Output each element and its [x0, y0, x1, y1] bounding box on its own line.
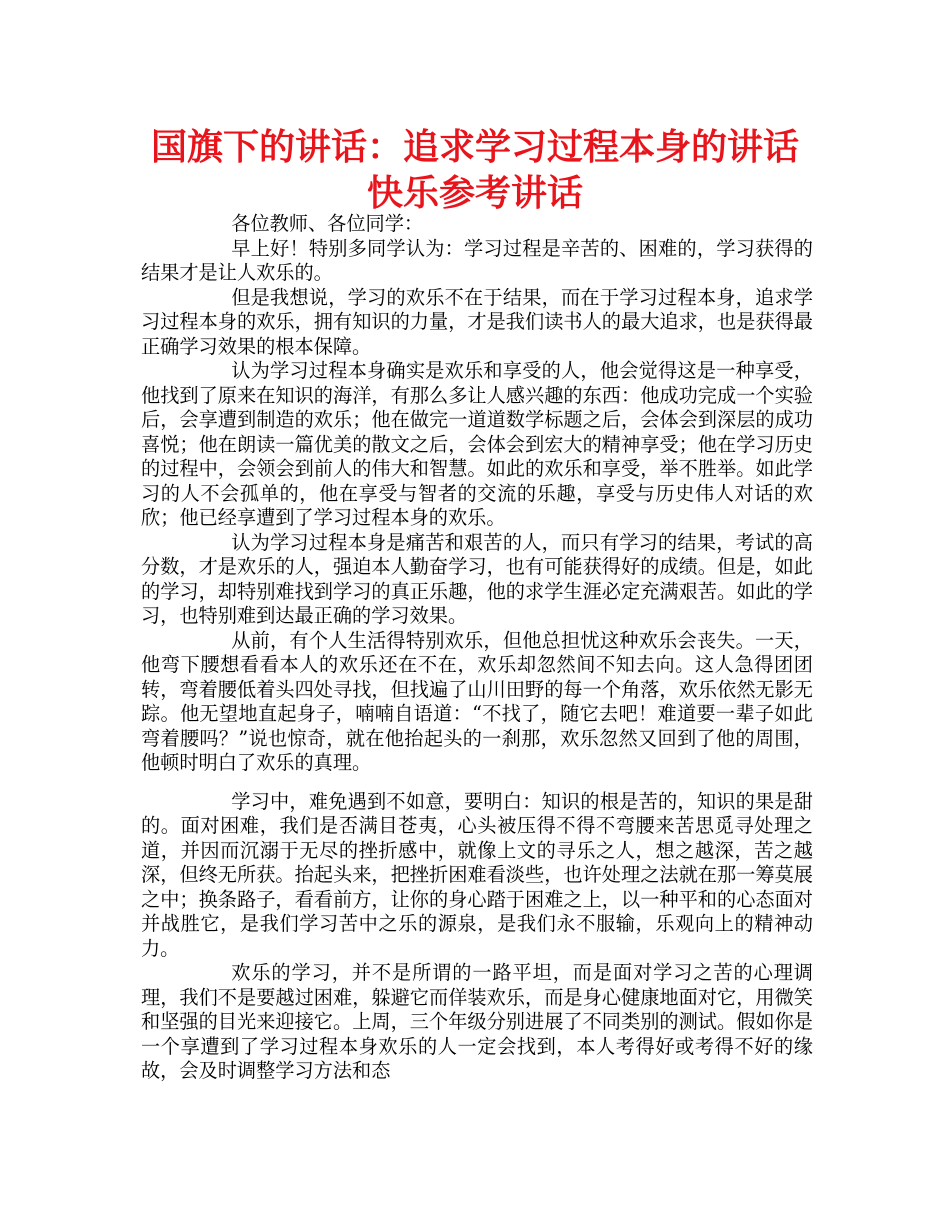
paragraph-greeting: 早上好！特别多同学认为：学习过程是辛苦的、困难的，学习获得的结果才是让人欢乐的。	[141, 236, 813, 284]
paragraph: 学习中，难免遇到不如意，要明白：知识的根是苦的，知识的果是甜的。面对困难，我们是否满目苍夷，心头被压得不得不弯腰来苦思觅寻处理之道，并因而沉溺于无尽的挫折感中，就像上文的寻乐之人，想之越深，苦之越深，但终无所获。抬起头来，把挫折困难看淡些，也许处理之法就在那一筹莫展之中；换条路子，看看前方，让你的身心踏于困难之上，以一种平和的心态面对并战胜它，是我们学习苦中之乐的源泉，是我们永不服输，乐观向上的精神动力。	[141, 789, 813, 960]
paragraph: 认为学习过程本身确实是欢乐和享受的人，他会觉得这是一种享受，他找到了原来在知识的海洋，有那么多让人感兴趣的东西：他成功完成一个实验后，会享遭到制造的欢乐；他在做完一道道数学标题之后，会体会到深层的成功喜悦；他在朗读一篇优美的散文之后，会体会到宏大的精神享受；他在学习历史的过程中，会领会到前人的伟大和智慧。如此的欢乐和享受，举不胜举。如此学习的人不会孤单的，他在享受与智者的交流的乐趣，享受与历史伟人对话的欢欣；他已经享遭到了学习过程本身的欢乐。	[141, 359, 813, 529]
paragraph: 欢乐的学习，并不是所谓的一路平坦，而是面对学习之苦的心理调理，我们不是要越过困难，躲避它而佯装欢乐，而是身心健康地面对它，用微笑和坚强的目光来迎接它。上周，三个年级分别进展了不同类别的测试。假如你是一个享遭到了学习过程本身欢乐的人一定会找到，本人考得好或考得不好的缘故，会及时调整学习方法和态	[141, 961, 813, 1082]
document-body	[141, 212, 813, 1084]
document-title-line-1: 国旗下的讲话：追求学习过程本身的讲话	[150, 127, 799, 168]
paragraph-salutation: 各位教师、各位同学：	[231, 212, 424, 235]
paragraph: 但是我想说，学习的欢乐不在于结果，而在于学习过程本身，追求学习过程本身的欢乐，拥有知识的力量，才是我们读书人的最大追求，也是获得最正确学习效果的根本保障。	[141, 285, 813, 358]
paragraph-story: 从前，有个人生活得特别欢乐，但他总担忧这种欢乐会丧失。一天，他弯下腰想看看本人的欢乐还在不在，欢乐却忽然间不知去向。这人急得团团转，弯着腰低着头四处寻找，但找遍了山川田野的每一个角落，欢乐依然无影无踪。他无望地直起身子，喃喃自语道：“不找了，随它去吧！难道要一辈子如此弯着腰吗？”说也惊奇，就在他抬起头的一刹那，欢乐忽然又回到了他的周围，他顿时明白了欢乐的真理。	[141, 628, 813, 774]
paragraph: 认为学习过程本身是痛苦和艰苦的人，而只有学习的结果，考试的高分数，才是欢乐的人，强迫本人勤奋学习，也有可能获得好的成绩。但是，如此的学习，却特别难找到学习的真正乐趣，他的求学生涯必定充满艰苦。如此的学习，也特别难到达最正确的学习效果。	[141, 530, 813, 627]
document-title-line-2: 快乐参考讲话	[366, 173, 583, 214]
